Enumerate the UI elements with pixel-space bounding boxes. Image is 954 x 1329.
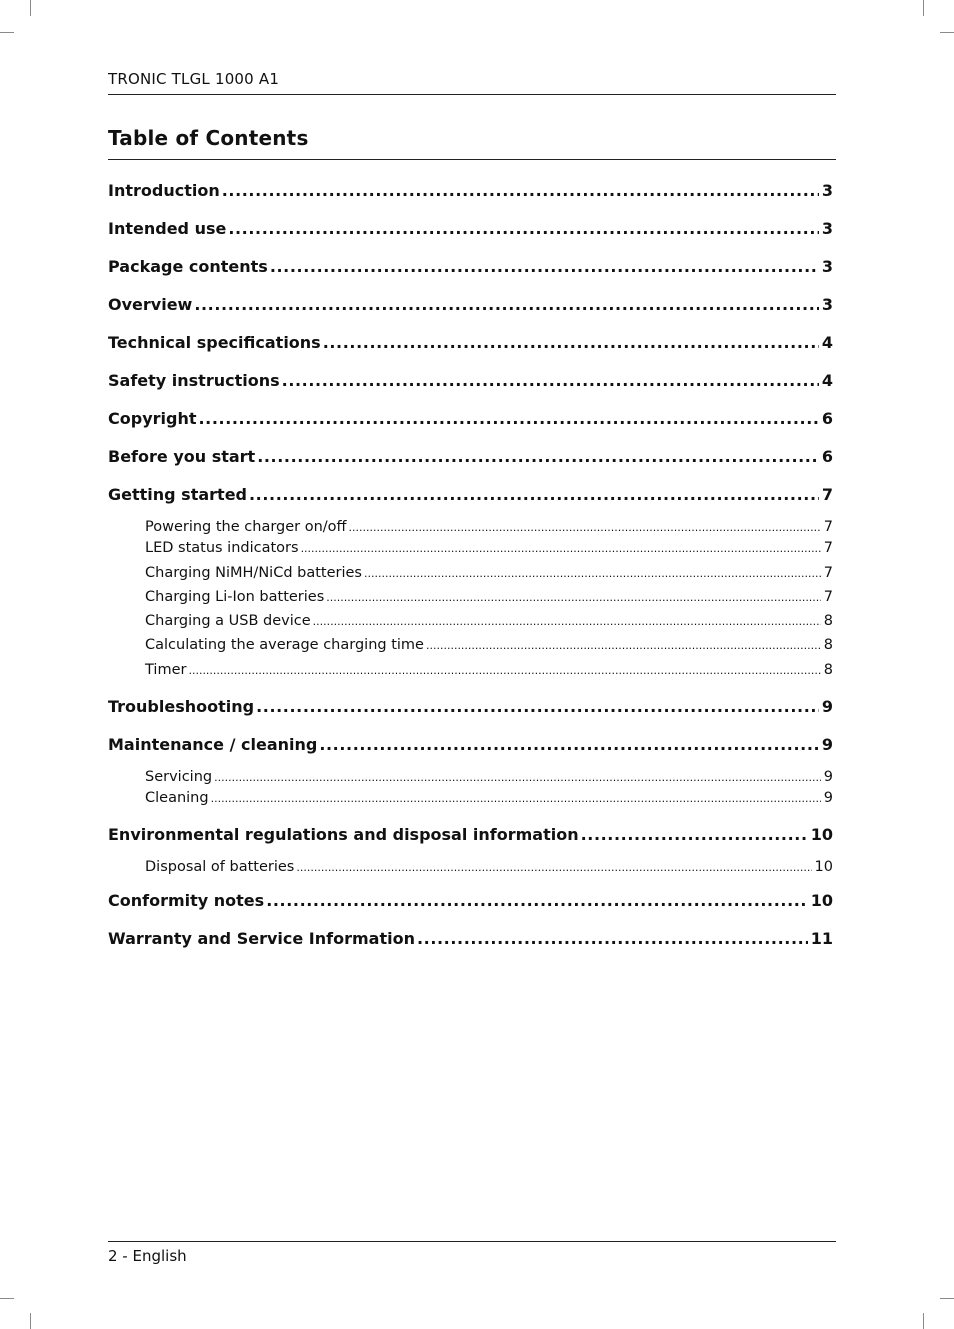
- toc-subentry[interactable]: [108, 658, 833, 686]
- toc-label: Cleaning: [145, 790, 209, 807]
- toc-row: [108, 762, 833, 785]
- crop-mark: [923, 1313, 924, 1329]
- toc-row: [108, 686, 833, 716]
- toc-subentry[interactable]: [108, 536, 833, 560]
- toc-page-number: 7: [823, 588, 833, 605]
- toc-dot-leader: [364, 565, 821, 581]
- toc-row: [108, 436, 833, 466]
- toc-dot-leader: [257, 447, 819, 466]
- toc-dot-leader: [256, 697, 819, 716]
- toc-dot-leader: [214, 769, 821, 785]
- footer-rule: [108, 1241, 836, 1242]
- footer-page-label: 2 - English: [108, 1247, 187, 1265]
- toc-page-number: 10: [810, 891, 833, 911]
- toc-page-number: 8: [823, 661, 833, 678]
- crop-mark: [940, 32, 954, 33]
- toc-dot-leader: [222, 181, 819, 200]
- toc-page-number: 4: [821, 371, 833, 390]
- toc-label: Warranty and Service Information: [108, 929, 415, 949]
- toc-label: Before you start: [108, 447, 256, 466]
- toc-row: [108, 585, 833, 605]
- toc-dot-leader: [194, 295, 819, 314]
- toc-row: [108, 814, 833, 844]
- toc-subentry[interactable]: [108, 786, 833, 814]
- toc-dot-leader: [323, 333, 819, 352]
- toc-row: [108, 609, 833, 629]
- toc-label: Powering the charger on/off: [145, 519, 347, 535]
- toc-row: [108, 284, 833, 314]
- toc-subentry[interactable]: [108, 561, 833, 585]
- toc-entry[interactable]: [108, 170, 833, 208]
- toc-page-number: 3: [821, 257, 833, 276]
- toc-label: Introduction: [108, 181, 220, 200]
- toc-page-number: 7: [823, 564, 833, 581]
- toc-row: [108, 658, 833, 678]
- toc-dot-leader: [326, 589, 820, 605]
- toc-page-number: 3: [821, 181, 833, 200]
- toc-page-number: 8: [823, 637, 833, 654]
- toc-label: Charging Li-Ion batteries: [145, 588, 325, 605]
- toc-entry[interactable]: [108, 208, 833, 246]
- toc-subentry[interactable]: [108, 762, 833, 786]
- toc-page-number: 4: [821, 333, 833, 352]
- toc-dot-leader: [349, 519, 821, 535]
- crop-mark: [0, 1298, 14, 1299]
- header-rule: [108, 94, 836, 95]
- toc-subentry[interactable]: [108, 609, 833, 633]
- toc-dot-leader: [249, 485, 819, 504]
- toc-row: [108, 536, 833, 556]
- toc-dot-leader: [313, 613, 821, 629]
- toc-page-number: 10: [814, 859, 833, 876]
- title-rule: [108, 159, 836, 160]
- toc-row: [108, 880, 833, 910]
- crop-mark: [940, 1298, 954, 1299]
- toc-label: Disposal of batteries: [145, 859, 295, 876]
- toc-entry[interactable]: [108, 880, 833, 918]
- toc-row: [108, 918, 833, 948]
- toc-row: [108, 561, 833, 581]
- toc-subentry[interactable]: [108, 633, 833, 657]
- toc-label: Environmental regulations and disposal information: [108, 825, 579, 845]
- toc-dot-leader: [228, 219, 819, 238]
- toc-page-number: 9: [821, 696, 833, 716]
- toc-label: Timer: [145, 661, 187, 678]
- toc-subentry[interactable]: [108, 852, 833, 880]
- toc-row: [108, 852, 833, 875]
- toc-page-number: 9: [821, 734, 833, 754]
- toc-subentry[interactable]: [108, 585, 833, 609]
- toc-page-number: 9: [823, 790, 833, 807]
- toc-entry[interactable]: [108, 474, 833, 512]
- toc-entry[interactable]: [108, 360, 833, 398]
- toc-label: Intended use: [108, 219, 227, 238]
- toc-row: [108, 360, 833, 390]
- crop-mark: [30, 1313, 31, 1329]
- crop-mark: [923, 0, 924, 16]
- toc-row: [108, 512, 833, 535]
- toc-label: Technical specifications: [108, 333, 321, 352]
- toc-label: Troubleshooting: [108, 696, 255, 716]
- toc-dot-leader: [211, 790, 821, 806]
- toc-page-number: 3: [821, 219, 833, 238]
- toc-dot-leader: [198, 409, 818, 428]
- toc-page-number: 3: [821, 295, 833, 314]
- toc-label: Copyright: [108, 409, 197, 428]
- toc-row: [108, 246, 833, 276]
- toc-subentry[interactable]: [108, 512, 833, 536]
- toc-dot-leader: [270, 257, 819, 276]
- crop-mark: [0, 32, 14, 33]
- toc-row: [108, 724, 833, 754]
- toc-page-number: 10: [810, 825, 833, 845]
- toc-page-number: 6: [821, 409, 833, 428]
- toc-label: Conformity notes: [108, 891, 265, 911]
- toc-list: [108, 170, 833, 956]
- toc-entry[interactable]: [108, 246, 833, 284]
- toc-dot-leader: [426, 637, 821, 653]
- toc-dot-leader: [296, 859, 811, 875]
- toc-page-number: 8: [823, 613, 833, 630]
- toc-entry[interactable]: [108, 284, 833, 322]
- toc-dot-leader: [266, 891, 808, 910]
- toc-label: Getting started: [108, 485, 247, 504]
- toc-label: Charging NiMH/NiCd batteries: [145, 564, 362, 581]
- toc-entry[interactable]: [108, 398, 833, 436]
- page-title: Table of Contents: [108, 126, 309, 150]
- toc-row: [108, 786, 833, 806]
- toc-row: [108, 322, 833, 352]
- toc-dot-leader: [188, 662, 820, 678]
- toc-dot-leader: [319, 735, 819, 754]
- toc-entry[interactable]: [108, 814, 833, 852]
- toc-label: Overview: [108, 295, 193, 314]
- toc-label: Safety instructions: [108, 371, 280, 390]
- toc-label: LED status indicators: [145, 540, 299, 557]
- toc-row: [108, 474, 833, 504]
- toc-label: Maintenance / cleaning: [108, 734, 318, 754]
- toc-dot-leader: [581, 825, 808, 844]
- toc-page-number: 9: [823, 768, 833, 785]
- toc-row: [108, 208, 833, 238]
- toc-row: [108, 170, 833, 200]
- toc-dot-leader: [417, 929, 808, 948]
- crop-mark: [30, 0, 31, 16]
- toc-label: Servicing: [145, 768, 213, 785]
- toc-page-number: 7: [823, 519, 833, 535]
- running-header: TRONIC TLGL 1000 A1: [108, 70, 280, 88]
- toc-dot-leader: [301, 540, 821, 556]
- toc-entry[interactable]: [108, 724, 833, 762]
- toc-page-number: 6: [821, 447, 833, 466]
- toc-row: [108, 633, 833, 653]
- toc-label: Calculating the average charging time: [145, 637, 424, 654]
- toc-label: Package contents: [108, 257, 268, 276]
- toc-entry[interactable]: [108, 436, 833, 474]
- toc-entry[interactable]: [108, 322, 833, 360]
- toc-row: [108, 398, 833, 428]
- toc-dot-leader: [282, 371, 819, 390]
- toc-entry[interactable]: [108, 686, 833, 724]
- toc-page-number: 11: [810, 929, 833, 949]
- toc-label: Charging a USB device: [145, 613, 311, 630]
- toc-entry[interactable]: [108, 918, 833, 956]
- toc-page-number: 7: [821, 485, 833, 504]
- toc-page-number: 7: [823, 540, 833, 557]
